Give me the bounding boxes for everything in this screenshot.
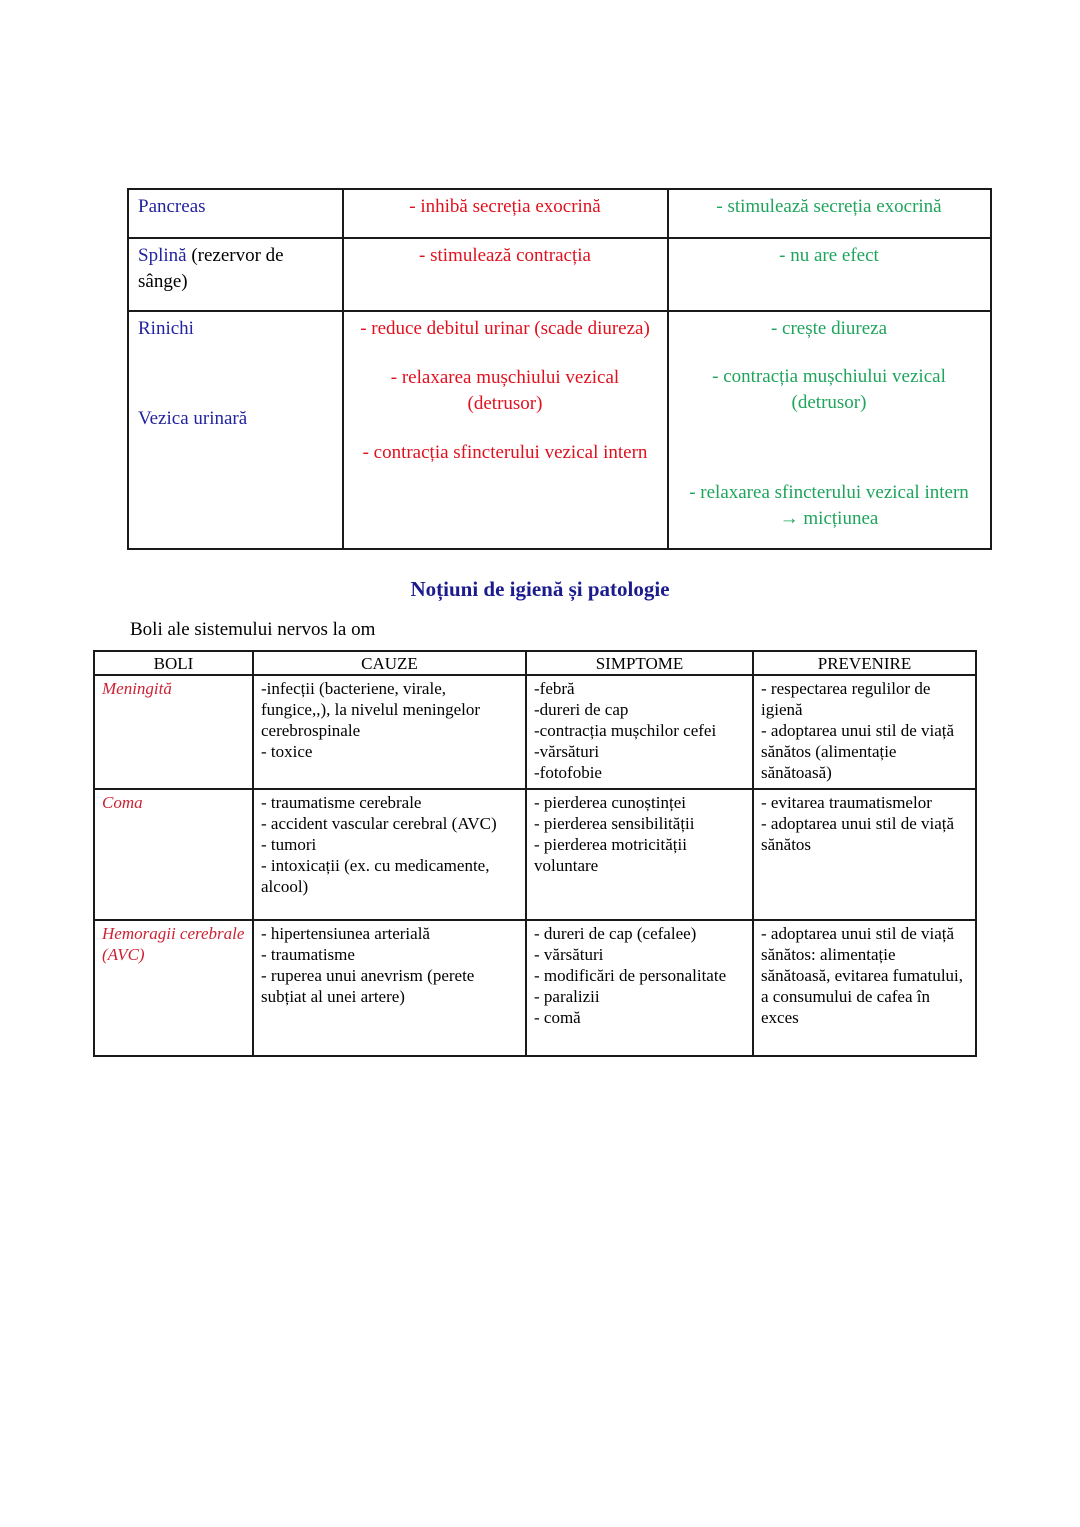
list-item: - stimulează contracția <box>419 245 591 266</box>
list-item: - paralizii <box>534 987 600 1006</box>
list-item: - adoptarea unui stil de viață sănătos <box>761 814 955 854</box>
diseases-header-row <box>94 651 976 675</box>
organ-cell <box>128 238 343 311</box>
disease-row-hemoragii <box>94 920 976 1056</box>
disease-name-cell: Hemoragii cerebrale (AVC) <box>94 920 253 1056</box>
list-item: - hipertensiunea arterială <box>261 924 430 943</box>
symptoms-cell <box>526 675 753 789</box>
disease-name-cell: Meningită <box>94 675 253 789</box>
organ-cell <box>128 189 343 238</box>
list-item: -vărsături <box>534 742 600 761</box>
list-item: - adoptarea unui stil de viață sănătos (alimentație sănătoasă) <box>761 721 955 782</box>
list-item: - comă <box>534 1008 581 1027</box>
list-item: - contracția mușchiului vezical (detrusor) <box>712 366 946 413</box>
list-item: -febră <box>534 679 575 698</box>
list-item: -dureri de cap <box>534 700 629 719</box>
list-item: -fotofobie <box>534 763 602 782</box>
organ-row-pancreas <box>128 189 991 238</box>
organ-cell <box>128 311 343 549</box>
list-item: - crește diureza <box>770 318 888 339</box>
organ-name: Pancreas <box>138 196 206 217</box>
parasympathetic-effect-cell <box>668 311 991 549</box>
section-title: Noțiuni de igienă și patologie <box>410 577 670 601</box>
list-item: - ruperea unui anevrism (perete subțiat al unei artere) <box>261 966 475 1006</box>
prevention-cell <box>753 789 976 920</box>
list-item: - vărsături <box>534 945 604 964</box>
sympathetic-effect-cell <box>343 189 668 238</box>
list-item: - nu are efect <box>779 245 879 266</box>
causes-cell <box>253 920 526 1056</box>
list-item: - pierderea motricității voluntare <box>534 835 687 875</box>
sympathetic-effect-cell <box>343 311 668 549</box>
disease-name-cell: Coma <box>94 789 253 920</box>
list-item: - stimulează secreția exocrină <box>716 196 942 217</box>
list-item: - relaxarea mușchiului vezical (detrusor) <box>390 367 620 414</box>
organ-row-splina <box>128 238 991 311</box>
list-item: - toxice <box>261 742 313 761</box>
causes-cell <box>253 675 526 789</box>
organ-name-secondary: Vezica urinară <box>138 408 248 429</box>
list-item: -infecții (bacteriene, virale, fungice,,), la nivelul meningelor cerebrospinale <box>261 679 481 740</box>
parasympathetic-effect-cell <box>668 189 991 238</box>
causes-cell <box>253 789 526 920</box>
organ-name: Rinichi <box>138 318 194 339</box>
column-header-boli: BOLI <box>94 651 253 675</box>
list-item: - traumatisme <box>261 945 355 964</box>
list-item: - modificări de personalitate <box>534 966 727 985</box>
organ-effects-table <box>127 188 992 550</box>
list-item: - pierderea sensibilității <box>534 814 695 833</box>
list-item: -contracția mușchilor cefei <box>534 721 717 740</box>
list-item: - reduce debitul urinar (scade diureza) <box>360 318 650 339</box>
parasympathetic-effect-cell <box>668 238 991 311</box>
prevention-cell <box>753 675 976 789</box>
column-header-cauze: CAUZE <box>253 651 526 675</box>
organ-row-rinichi-vezica <box>128 311 991 549</box>
list-item: - intoxicații (ex. cu medicamente, alcool) <box>261 856 490 896</box>
organ-name: Splină <box>138 245 187 266</box>
diseases-table <box>93 650 977 1057</box>
prevention-cell <box>753 920 976 1056</box>
symptoms-cell <box>526 920 753 1056</box>
symptoms-cell <box>526 789 753 920</box>
list-item: - pierderea cunoștinței <box>534 793 686 812</box>
list-item: - dureri de cap (cefalee) <box>534 924 697 943</box>
list-item: - adoptarea unui stil de viață sănătos: alimentație sănătoasă, evitarea fumatului, a consumului de cafea în exces <box>761 924 964 1027</box>
column-header-simptome: SIMPTOME <box>526 651 753 675</box>
list-item: - relaxarea sfincterului vezical intern → micțiunea <box>689 482 969 529</box>
list-item: - respectarea regulilor de igienă <box>761 679 931 719</box>
organ-note: (rezervor de sânge) <box>138 245 284 292</box>
list-item: - inhibă secreția exocrină <box>409 196 601 217</box>
subsection-heading: Boli ale sistemului nervos la om <box>130 619 376 640</box>
column-header-prevenire: PREVENIRE <box>753 651 976 675</box>
disease-row-coma <box>94 789 976 920</box>
list-item: - tumori <box>261 835 317 854</box>
list-item: - contracția sfincterului vezical intern <box>362 442 648 463</box>
sympathetic-effect-cell <box>343 238 668 311</box>
disease-row-meningita <box>94 675 976 789</box>
list-item: - evitarea traumatismelor <box>761 793 932 812</box>
list-item: - accident vascular cerebral (AVC) <box>261 814 497 833</box>
list-item: - traumatisme cerebrale <box>261 793 422 812</box>
